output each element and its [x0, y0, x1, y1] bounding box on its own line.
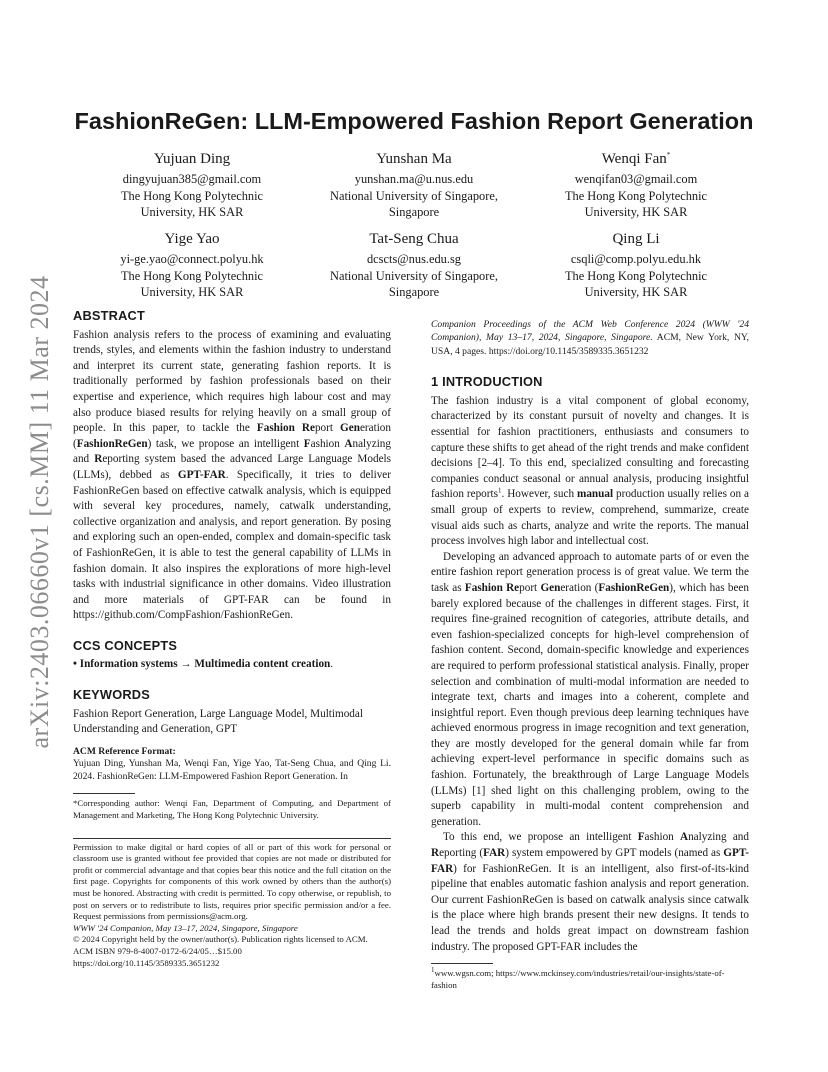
- author-name: Yige Yao: [164, 231, 220, 247]
- author-name: Yujuan Ding: [153, 151, 231, 167]
- author-name: Wenqi Fan*: [601, 151, 671, 167]
- permission-text: Permission to make digital or hard copies of all or part of this work for personal or classroom use is granted without fee provided that copies are not made or distributed for profit or commercial advantage and that copies bear this notice and the full citation on the first page. Copyrights for components of this work owned by others than the author(s) must be honored. Abstracting with credit is permitted. To copy otherwise, or republish, to post on servers or to redistribute to lists, requires prior specific permission and/or a fee. Request permissions from permissions@acm.org.: [73, 841, 391, 922]
- author-email[interactable]: wenqifan03@gmail.com: [574, 172, 698, 186]
- introduction-heading: 1 INTRODUCTION: [431, 374, 543, 390]
- intro-paragraph-2: Developing an advanced approach to automate parts of or even the entire fashion report generation process is of great value. We term the task as Fashion Report Generation (FashionReGen), which has been barely explored because of the challenges in different stages. First, it requires fine-grained recognition of categories, attribute details, and even fashion-specialized concepts for high-level comprehension of fashion content. Second, domain-specific knowledge and experiences are required to perform professional statistical analysis. Finally, proper selection and combination of multi-modal information are needed to integrate text, charts and images into a coherent, complete and insightful report. Even though previous deep learning techniques have achieved enormous progress in image recognition and text generation, they are mostly developed for the general domain while far from achieving expert-level performance in specific domains such as fashion. Fortunately, the breakthrough of Large Language Models (LLMs) [1] shed light on this challenging problem, owing to the superb capability in multi-modal content comprehension and generation.: [431, 550, 749, 828]
- author-affiliation: National University of Singapore,: [330, 268, 498, 283]
- author-affiliation: The Hong Kong Polytechnic: [564, 268, 708, 283]
- permission-venue: WWW '24 Companion, May 13–17, 2024, Singapore, Singapore: [73, 922, 298, 933]
- author-name: Tat-Seng Chua: [369, 231, 459, 247]
- author-affiliation: University, HK SAR: [584, 285, 688, 299]
- author-affiliation: The Hong Kong Polytechnic: [120, 268, 264, 283]
- author-email[interactable]: dingyujuan385@gmail.com: [122, 172, 262, 186]
- author-name: Qing Li: [612, 231, 660, 247]
- footnote-1: $^1$www.wgsn.com; https://www.mckinsey.com/industries/retail/our-insights/state-of-fashion: [431, 966, 725, 990]
- author-affiliation: National University of Singapore,: [330, 188, 498, 203]
- author-affiliation: University, HK SAR: [140, 285, 244, 299]
- author-name: Yunshan Ma: [376, 151, 452, 167]
- corresponding-author-note: *Corresponding author: Wenqi Fan, Department of Computing, and Department of Management and Marketing, The Hong Kong Polytechnic University.: [73, 798, 391, 821]
- keywords-heading: KEYWORDS: [73, 687, 150, 703]
- author-affiliation: The Hong Kong Polytechnic: [120, 188, 264, 203]
- acm-ref-heading: ACM Reference Format:: [73, 745, 176, 757]
- author-email[interactable]: dcscts@nus.edu.sg: [366, 252, 461, 266]
- author-affiliation: University, HK SAR: [584, 205, 688, 219]
- left-column: [73, 308, 391, 969]
- ccs-concepts: • Information systems → Multimedia content creation.: [73, 658, 334, 671]
- doi-link[interactable]: https://doi.org/10.1145/3589335.3651232: [73, 957, 220, 968]
- author-affiliation: The Hong Kong Polytechnic: [564, 188, 708, 203]
- author-block: [521, 230, 751, 301]
- author-email[interactable]: yunshan.ma@u.nus.edu: [354, 172, 474, 186]
- author-email[interactable]: csqli@comp.polyu.edu.hk: [570, 252, 702, 266]
- author-email[interactable]: yi-ge.yao@connect.polyu.hk: [120, 252, 264, 266]
- right-column: [431, 318, 749, 991]
- ccs-heading: CCS CONCEPTS: [73, 637, 178, 653]
- isbn-line: ACM ISBN 979-8-4007-0172-6/24/05…$15.00: [73, 945, 242, 956]
- arxiv-id-text: arXiv:2403.06660v1 [cs.MM] 11 Mar 2024: [25, 275, 54, 749]
- author-block: [521, 150, 751, 221]
- author-block: [299, 150, 529, 221]
- permission-block: [73, 842, 391, 970]
- footnote-rule: [73, 793, 135, 794]
- acm-ref-text: Yujuan Ding, Yunshan Ma, Wenqi Fan, Yige Yao, Tat-Seng Chua, and Qing Li. 2024. FashionReGen: LLM-Empowered Fashion Report Generation. In: [73, 758, 391, 783]
- author-affiliation: Singapore: [388, 205, 440, 219]
- permission-rule: [73, 838, 391, 839]
- keywords-text: Fashion Report Generation, Large Language Model, Multimodal Understanding and Generation, GPT: [73, 707, 363, 736]
- abstract-heading: ABSTRACT: [73, 308, 145, 323]
- footnote-rule: [431, 963, 493, 964]
- companion-reference: Companion Proceedings of the ACM Web Conference 2024 (WWW '24 Companion), May 13–17, 2024, Singapore, Singapore. ACM, New York, NY, USA, 4 pages. https://doi.org/10.1145/3589335.3651232: [431, 319, 749, 357]
- author-block: [77, 230, 307, 301]
- author-affiliation: University, HK SAR: [140, 205, 244, 219]
- author-affiliation: Singapore: [388, 285, 440, 299]
- abstract-text: Fashion analysis refers to the process of examining and evaluating trends, styles, and elements within the fashion industry to understand and interpret its current state, generating fashion reports. It is traditionally performed by fashion professionals based on their expertise and experience, which requires high labour cost and may also produce biased results for relying heavily on a small group of people. In this paper, to tackle the Fashion Report Generation (FashionReGen) task, we propose an intelligent Fashion Analyzing and Reporting system based the advanced Large Language Models (LLMs), debbed as GPT-FAR. Specifically, it tries to deliver FashionReGen based on effective catwalk analysis, which is equipped with several key procedures, namely, catwalk understanding, collective organization and analysis, and report generation. By posing and exploring such an open-ended, complex and domain-specific task of FashionReGen, it is able to test the general capability of LLMs in fashion domain. It also inspires the explorations of more high-level tasks with industrial significance in other domains. Video illustration and more materials of GPT-FAR can be found in https://github.com/CompFashion/FashionReGen.: [73, 328, 391, 622]
- author-block: [77, 150, 307, 221]
- author-block: [299, 230, 529, 301]
- arxiv-identifier: [22, 262, 58, 762]
- intro-paragraph-1: The fashion industry is a vital component of global economy, characterized by its constant pursuit of novelty and changes. It is essential for fashion practitioners, enthusiasts and consumers to capture these shifts to get ahead of the right trends and make confident decisions [2–4]. To this end, specialized consulting and forecasting companies conduct seasonal or annual analysis, producing insightful fashion reports$^1$. However, such manual production usually relies on a small group of experts to review, comprehend, summarize, create visual aids such as charts, analyze and write the reports. The manual process involves high labor and intellectual cost.: [431, 394, 750, 548]
- copyright-line: © 2024 Copyright held by the owner/author(s). Publication rights licensed to ACM.: [73, 934, 368, 945]
- paper-title: FashionReGen: LLM-Empowered Fashion Report Generation: [74, 108, 754, 134]
- intro-paragraph-3: To this end, we propose an intelligent Fashion Analyzing and Reporting (FAR) system empowered by GPT models (named as GPT-FAR) for FashionReGen. It is an intelligent, also first-of-its-kind pipeline that enables automatic fashion analysis and report generation. Our current FashionReGen is based on catwalk analysis since catwalk is the place where high brands present their new designs. It tends to lead the trends and holds great impact on downstream fashion industry. The proposed GPT-FAR includes the: [431, 831, 749, 953]
